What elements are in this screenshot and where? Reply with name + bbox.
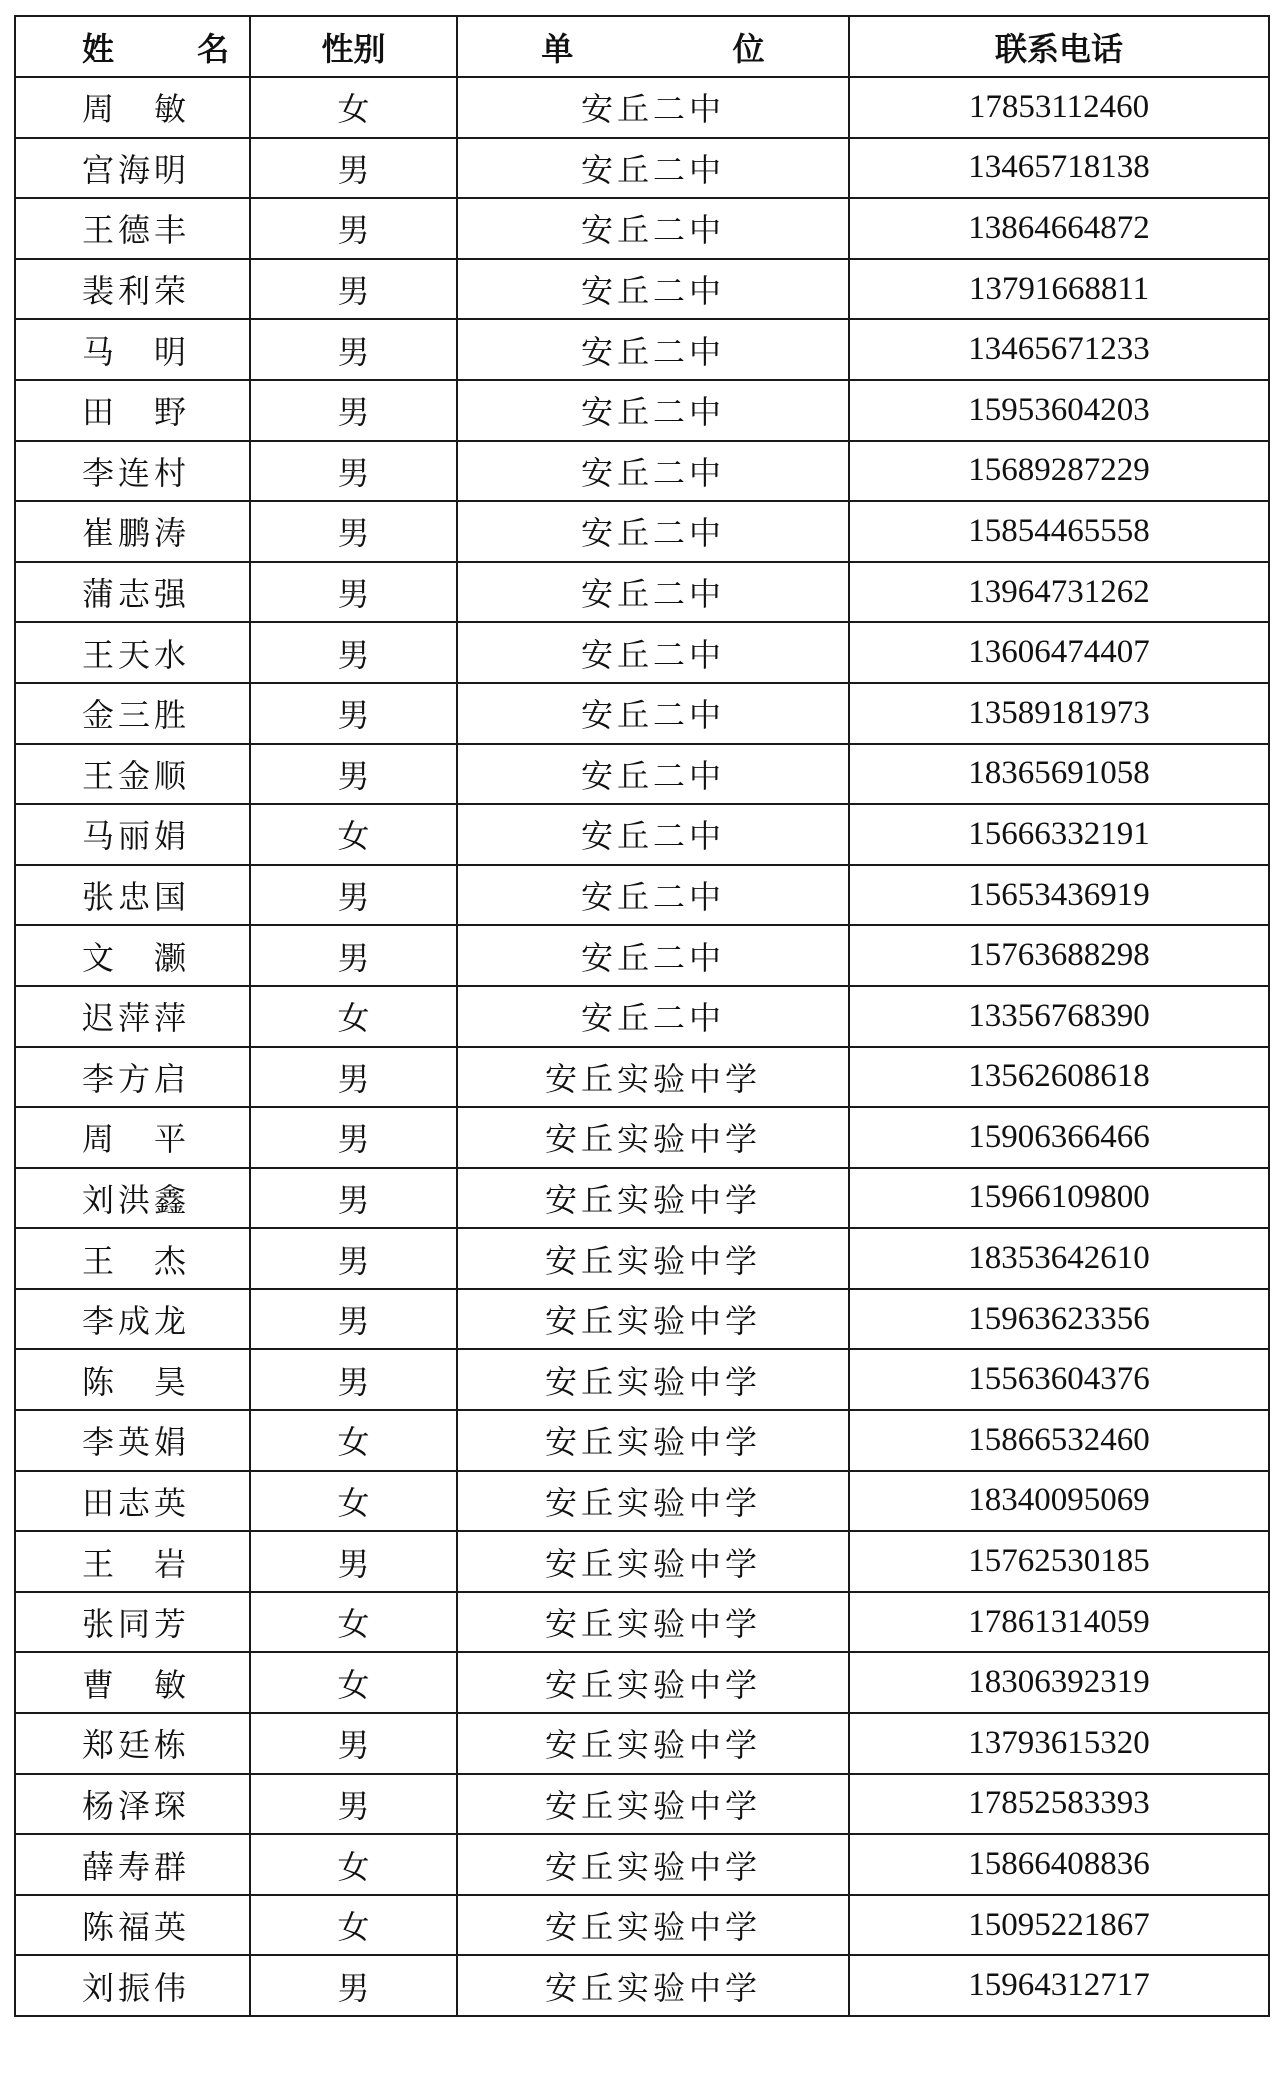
phone-cell: 15653436919 xyxy=(849,865,1269,926)
gender-cell: 女 xyxy=(250,1895,457,1956)
gender-cell: 男 xyxy=(250,1107,457,1168)
unit-cell: 安丘实验中学 xyxy=(457,1895,849,1956)
table-row xyxy=(15,925,1269,986)
gender-cell: 男 xyxy=(250,1774,457,1835)
phone-cell: 18340095069 xyxy=(849,1471,1269,1532)
table-row xyxy=(15,1047,1269,1108)
table-body xyxy=(15,77,1269,2016)
header-phone: 联系电话 xyxy=(849,16,1269,77)
phone-cell: 15906366466 xyxy=(849,1107,1269,1168)
table-row xyxy=(15,1471,1269,1532)
table-row xyxy=(15,1834,1269,1895)
phone-cell: 15866408836 xyxy=(849,1834,1269,1895)
name-cell: 张同芳 xyxy=(15,1592,250,1653)
gender-cell: 男 xyxy=(250,1228,457,1289)
unit-cell: 安丘二中 xyxy=(457,865,849,926)
name-cell: 文 灏 xyxy=(15,925,250,986)
table-row xyxy=(15,1592,1269,1653)
name-cell: 王 杰 xyxy=(15,1228,250,1289)
name-cell: 周 平 xyxy=(15,1107,250,1168)
table-row xyxy=(15,1289,1269,1350)
unit-cell: 安丘实验中学 xyxy=(457,1592,849,1653)
table-header xyxy=(15,16,1269,77)
phone-cell: 18365691058 xyxy=(849,744,1269,805)
table-row xyxy=(15,804,1269,865)
table-row xyxy=(15,1349,1269,1410)
table-row xyxy=(15,1895,1269,1956)
phone-cell: 15964312717 xyxy=(849,1955,1269,2016)
table-row xyxy=(15,1107,1269,1168)
name-cell: 王 岩 xyxy=(15,1531,250,1592)
name-cell: 张忠国 xyxy=(15,865,250,926)
unit-cell: 安丘二中 xyxy=(457,562,849,623)
unit-cell: 安丘二中 xyxy=(457,259,849,320)
phone-cell: 13562608618 xyxy=(849,1047,1269,1108)
name-cell: 裴利荣 xyxy=(15,259,250,320)
gender-cell: 男 xyxy=(250,501,457,562)
unit-cell: 安丘实验中学 xyxy=(457,1774,849,1835)
table-row xyxy=(15,319,1269,380)
table-row xyxy=(15,1713,1269,1774)
table-row xyxy=(15,1531,1269,1592)
unit-cell: 安丘二中 xyxy=(457,501,849,562)
phone-cell: 15966109800 xyxy=(849,1168,1269,1229)
unit-cell: 安丘实验中学 xyxy=(457,1168,849,1229)
name-cell: 宫海明 xyxy=(15,138,250,199)
phone-cell: 18306392319 xyxy=(849,1652,1269,1713)
unit-cell: 安丘二中 xyxy=(457,683,849,744)
phone-cell: 15666332191 xyxy=(849,804,1269,865)
unit-cell: 安丘实验中学 xyxy=(457,1471,849,1532)
gender-cell: 男 xyxy=(250,319,457,380)
gender-cell: 男 xyxy=(250,744,457,805)
gender-cell: 男 xyxy=(250,1289,457,1350)
phone-cell: 15854465558 xyxy=(849,501,1269,562)
unit-cell: 安丘实验中学 xyxy=(457,1107,849,1168)
table-row xyxy=(15,1228,1269,1289)
phone-cell: 13791668811 xyxy=(849,259,1269,320)
table-row xyxy=(15,683,1269,744)
name-cell: 金三胜 xyxy=(15,683,250,744)
name-cell: 李成龙 xyxy=(15,1289,250,1350)
name-cell: 王天水 xyxy=(15,622,250,683)
table-row xyxy=(15,380,1269,441)
name-cell: 李方启 xyxy=(15,1047,250,1108)
unit-cell: 安丘二中 xyxy=(457,925,849,986)
phone-cell: 15953604203 xyxy=(849,380,1269,441)
table-row xyxy=(15,1955,1269,2016)
unit-cell: 安丘二中 xyxy=(457,986,849,1047)
unit-cell: 安丘实验中学 xyxy=(457,1228,849,1289)
unit-cell: 安丘二中 xyxy=(457,804,849,865)
phone-cell: 13465718138 xyxy=(849,138,1269,199)
name-cell: 刘振伟 xyxy=(15,1955,250,2016)
unit-cell: 安丘实验中学 xyxy=(457,1531,849,1592)
name-cell: 王金顺 xyxy=(15,744,250,805)
table-row xyxy=(15,1410,1269,1471)
gender-cell: 女 xyxy=(250,77,457,138)
phone-cell: 13793615320 xyxy=(849,1713,1269,1774)
unit-cell: 安丘实验中学 xyxy=(457,1349,849,1410)
phone-cell: 17861314059 xyxy=(849,1592,1269,1653)
name-cell: 王德丰 xyxy=(15,198,250,259)
phone-cell: 13606474407 xyxy=(849,622,1269,683)
unit-cell: 安丘二中 xyxy=(457,77,849,138)
gender-cell: 男 xyxy=(250,259,457,320)
phone-cell: 13964731262 xyxy=(849,562,1269,623)
unit-cell: 安丘实验中学 xyxy=(457,1652,849,1713)
gender-cell: 女 xyxy=(250,804,457,865)
table-row xyxy=(15,986,1269,1047)
name-cell: 马丽娟 xyxy=(15,804,250,865)
name-cell: 李英娟 xyxy=(15,1410,250,1471)
name-cell: 李连村 xyxy=(15,441,250,502)
phone-cell: 18353642610 xyxy=(849,1228,1269,1289)
phone-cell: 15095221867 xyxy=(849,1895,1269,1956)
phone-cell: 15689287229 xyxy=(849,441,1269,502)
table-row xyxy=(15,501,1269,562)
phone-cell: 13864664872 xyxy=(849,198,1269,259)
gender-cell: 女 xyxy=(250,1410,457,1471)
table-row xyxy=(15,1168,1269,1229)
unit-cell: 安丘实验中学 xyxy=(457,1955,849,2016)
phone-cell: 13465671233 xyxy=(849,319,1269,380)
phone-cell: 17852583393 xyxy=(849,1774,1269,1835)
unit-cell: 安丘二中 xyxy=(457,198,849,259)
header-name: 姓 名 xyxy=(15,16,250,77)
unit-cell: 安丘实验中学 xyxy=(457,1289,849,1350)
phone-cell: 13589181973 xyxy=(849,683,1269,744)
name-cell: 陈福英 xyxy=(15,1895,250,1956)
table-row xyxy=(15,1774,1269,1835)
gender-cell: 女 xyxy=(250,986,457,1047)
gender-cell: 男 xyxy=(250,925,457,986)
name-cell: 曹 敏 xyxy=(15,1652,250,1713)
phone-cell: 15762530185 xyxy=(849,1531,1269,1592)
gender-cell: 女 xyxy=(250,1652,457,1713)
gender-cell: 女 xyxy=(250,1834,457,1895)
gender-cell: 男 xyxy=(250,1531,457,1592)
table-row xyxy=(15,138,1269,199)
table-row xyxy=(15,198,1269,259)
header-gender: 性别 xyxy=(250,16,457,77)
unit-cell: 安丘实验中学 xyxy=(457,1713,849,1774)
unit-cell: 安丘二中 xyxy=(457,380,849,441)
phone-cell: 17853112460 xyxy=(849,77,1269,138)
table-row xyxy=(15,622,1269,683)
gender-cell: 男 xyxy=(250,562,457,623)
table-row xyxy=(15,441,1269,502)
name-cell: 田 野 xyxy=(15,380,250,441)
gender-cell: 男 xyxy=(250,1168,457,1229)
phone-cell: 15963623356 xyxy=(849,1289,1269,1350)
name-cell: 迟萍萍 xyxy=(15,986,250,1047)
gender-cell: 男 xyxy=(250,380,457,441)
gender-cell: 男 xyxy=(250,622,457,683)
gender-cell: 男 xyxy=(250,865,457,926)
table-row xyxy=(15,744,1269,805)
header-unit: 单 位 xyxy=(457,16,849,77)
phone-cell: 15563604376 xyxy=(849,1349,1269,1410)
unit-cell: 安丘二中 xyxy=(457,622,849,683)
name-cell: 薛寿群 xyxy=(15,1834,250,1895)
name-cell: 田志英 xyxy=(15,1471,250,1532)
phone-cell: 15866532460 xyxy=(849,1410,1269,1471)
unit-cell: 安丘二中 xyxy=(457,744,849,805)
gender-cell: 女 xyxy=(250,1592,457,1653)
unit-cell: 安丘二中 xyxy=(457,441,849,502)
gender-cell: 男 xyxy=(250,441,457,502)
unit-cell: 安丘实验中学 xyxy=(457,1410,849,1471)
table-row xyxy=(15,562,1269,623)
unit-cell: 安丘二中 xyxy=(457,319,849,380)
unit-cell: 安丘实验中学 xyxy=(457,1047,849,1108)
gender-cell: 男 xyxy=(250,1955,457,2016)
name-cell: 刘洪鑫 xyxy=(15,1168,250,1229)
gender-cell: 男 xyxy=(250,1349,457,1410)
name-cell: 崔鹏涛 xyxy=(15,501,250,562)
gender-cell: 女 xyxy=(250,1471,457,1532)
phone-cell: 13356768390 xyxy=(849,986,1269,1047)
table-row xyxy=(15,1652,1269,1713)
name-cell: 杨泽琛 xyxy=(15,1774,250,1835)
gender-cell: 男 xyxy=(250,198,457,259)
gender-cell: 男 xyxy=(250,683,457,744)
unit-cell: 安丘实验中学 xyxy=(457,1834,849,1895)
unit-cell: 安丘二中 xyxy=(457,138,849,199)
gender-cell: 男 xyxy=(250,1047,457,1108)
gender-cell: 男 xyxy=(250,138,457,199)
phone-cell: 15763688298 xyxy=(849,925,1269,986)
header-row xyxy=(15,16,1269,77)
table-row xyxy=(15,865,1269,926)
roster-table xyxy=(14,15,1270,2017)
table-row xyxy=(15,259,1269,320)
table-row xyxy=(15,77,1269,138)
gender-cell: 男 xyxy=(250,1713,457,1774)
name-cell: 蒲志强 xyxy=(15,562,250,623)
name-cell: 周 敏 xyxy=(15,77,250,138)
name-cell: 马 明 xyxy=(15,319,250,380)
name-cell: 陈 昊 xyxy=(15,1349,250,1410)
name-cell: 郑廷栋 xyxy=(15,1713,250,1774)
